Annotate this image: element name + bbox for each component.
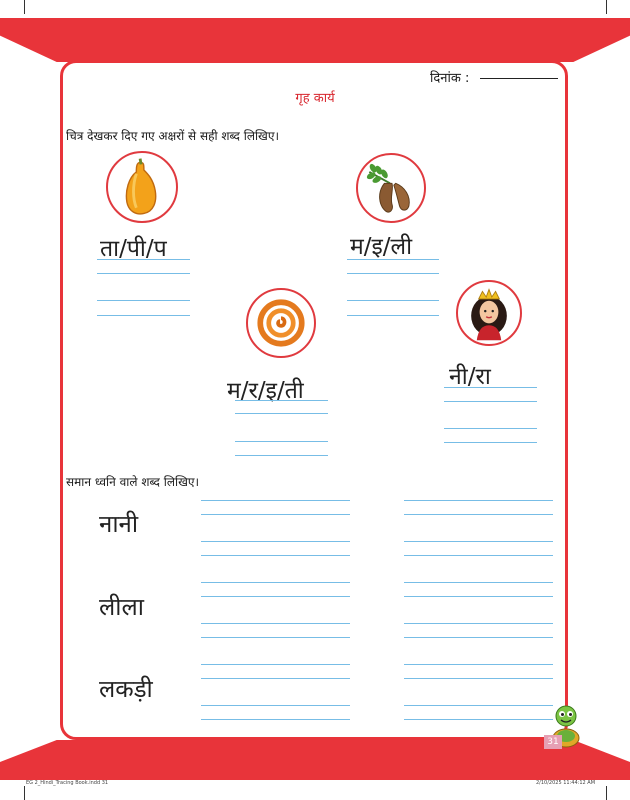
tamarind-icon bbox=[356, 153, 426, 223]
write-line[interactable] bbox=[347, 259, 439, 260]
write-line[interactable] bbox=[404, 719, 553, 720]
write-line[interactable] bbox=[201, 705, 350, 706]
write-line[interactable] bbox=[201, 582, 350, 583]
write-line[interactable] bbox=[201, 500, 350, 501]
write-line[interactable] bbox=[404, 596, 553, 597]
write-line[interactable] bbox=[235, 455, 328, 456]
section1-instruction: चित्र देखकर दिए गए अक्षरों से सही शब्द लिखिए। bbox=[66, 129, 280, 143]
write-line[interactable] bbox=[404, 664, 553, 665]
date-label: दिनांक : bbox=[430, 71, 470, 86]
write-line[interactable] bbox=[444, 442, 537, 443]
letters-jalebi: म/र/इ/ती bbox=[227, 378, 304, 404]
bottom-banner bbox=[0, 740, 630, 780]
section2-instruction: समान ध्वनि वाले शब्द लिखिए। bbox=[66, 475, 200, 489]
write-line[interactable] bbox=[201, 596, 350, 597]
jalebi-icon bbox=[246, 288, 316, 358]
page-title: गृह कार्य bbox=[295, 91, 335, 106]
write-line[interactable] bbox=[404, 541, 553, 542]
write-line[interactable] bbox=[444, 401, 537, 402]
print-file-info: EG 2_Hindi_Tracing Book.indd 31 bbox=[26, 780, 109, 786]
write-line[interactable] bbox=[235, 441, 328, 442]
write-line[interactable] bbox=[347, 273, 439, 274]
write-line[interactable] bbox=[235, 400, 328, 401]
write-line[interactable] bbox=[201, 514, 350, 515]
rhyme-word-lakdi: लकड़ी bbox=[99, 675, 153, 703]
top-banner bbox=[0, 18, 630, 62]
write-line[interactable] bbox=[201, 637, 350, 638]
write-line[interactable] bbox=[201, 664, 350, 665]
write-line[interactable] bbox=[404, 623, 553, 624]
write-line[interactable] bbox=[97, 259, 190, 260]
letters-queen: नी/रा bbox=[449, 364, 491, 390]
write-line[interactable] bbox=[201, 719, 350, 720]
date-write-line[interactable] bbox=[480, 78, 558, 79]
write-line[interactable] bbox=[235, 413, 328, 414]
write-line[interactable] bbox=[201, 678, 350, 679]
crop-mark bbox=[24, 0, 25, 14]
write-line[interactable] bbox=[404, 500, 553, 501]
print-timestamp: 2/10/2025 11:44:12 AM bbox=[536, 780, 596, 786]
write-line[interactable] bbox=[444, 387, 537, 388]
write-line[interactable] bbox=[97, 315, 190, 316]
letters-tamarind: म/इ/ली bbox=[350, 234, 413, 260]
crop-mark bbox=[24, 786, 25, 800]
write-line[interactable] bbox=[347, 300, 439, 301]
write-line[interactable] bbox=[347, 315, 439, 316]
write-line[interactable] bbox=[404, 555, 553, 556]
write-line[interactable] bbox=[201, 623, 350, 624]
rhyme-word-leela: लीला bbox=[99, 593, 144, 621]
crop-mark bbox=[606, 786, 607, 800]
page-number: 31 bbox=[544, 735, 562, 749]
write-line[interactable] bbox=[404, 678, 553, 679]
write-line[interactable] bbox=[97, 273, 190, 274]
crop-mark bbox=[606, 0, 607, 14]
write-line[interactable] bbox=[201, 541, 350, 542]
write-line[interactable] bbox=[404, 514, 553, 515]
write-line[interactable] bbox=[404, 582, 553, 583]
write-line[interactable] bbox=[444, 428, 537, 429]
write-line[interactable] bbox=[404, 637, 553, 638]
papaya-icon bbox=[106, 151, 178, 223]
queen-icon bbox=[456, 280, 522, 346]
write-line[interactable] bbox=[404, 705, 553, 706]
letters-papaya: ता/पी/प bbox=[100, 236, 167, 262]
rhyme-word-nani: नानी bbox=[99, 510, 139, 538]
write-line[interactable] bbox=[97, 300, 190, 301]
write-line[interactable] bbox=[201, 555, 350, 556]
